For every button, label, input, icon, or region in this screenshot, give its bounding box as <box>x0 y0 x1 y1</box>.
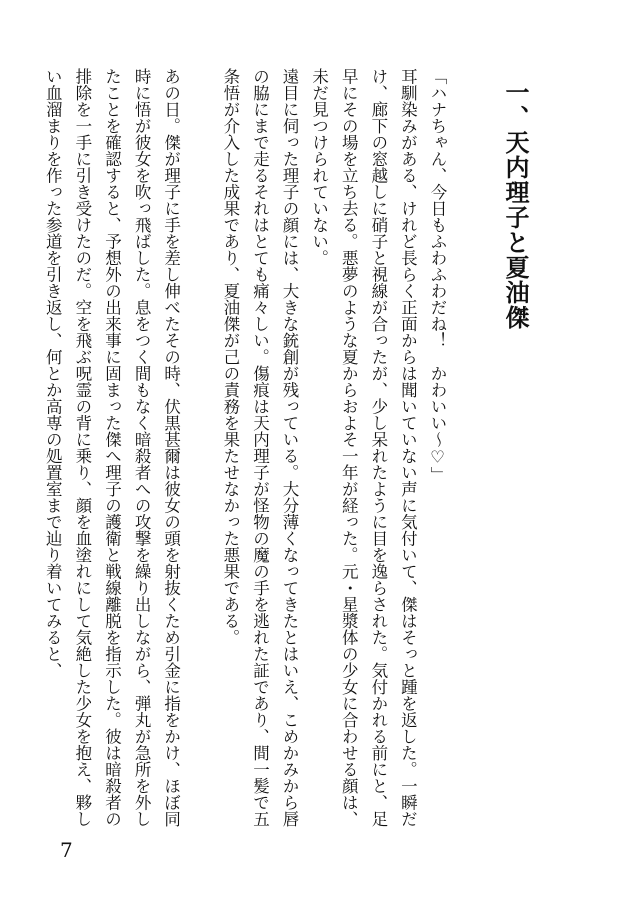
paragraph: 遠目に伺った理子の顔には、大きな銃創が残っている。大分薄くなってきたとはいえ、こめかみから唇の脇にまで走るそれはとても痛々しい。傷痕は天内理子が怪物の魔の手を逃れた証であり、間一髪で五条悟が介入した成果であり、夏油傑が己の責務を果たせなかった悪果である。 <box>220 68 300 827</box>
paragraph: 「ハナちゃん、今日もふわふわだね！ かわいい〜♡」 <box>428 68 447 483</box>
paragraph: あの日。傑が理子に手を差し伸べたその時、伏黒甚爾は彼女の頭を射抜くため引金に指をかけ、ほぼ同時に悟が彼女を吹っ飛ばした。息をつく間もなく暗殺者への攻撃を繰り出しながら、弾丸が急所を外したことを確認すると、予想外の出来事に固まった傑へ理子の護衛と戦線離脱を指示した。彼は暗殺者の排除を一手に引き受けたのだ。空を飛ぶ呪霊の背に乗り、顔を血塗れにして気絶した少女を抱え、夥しい血溜まりを作った参道を引き返し、何とか高専の処置室まで辿り着いてみると、 <box>43 68 181 827</box>
paragraph-break <box>186 68 216 828</box>
page-number: 7 <box>60 838 73 862</box>
chapter-title: 一、天内理子と夏油傑 <box>501 80 529 330</box>
body-text <box>38 68 452 828</box>
paragraph: 耳馴染みがある、けれど長らく正面からは聞いていない声に気付いて、傑はそっと踵を返した。一瞬だけ、廊下の窓越しに硝子と視線が合ったが、少し呆れたように目を逸らされた。気付かれる前にと、足早にその場を立ち去る。悪夢のような夏からおよそ一年が経った。元・星漿体の少女に合わせる顔は、未だ見つけられていない。 <box>309 68 418 827</box>
